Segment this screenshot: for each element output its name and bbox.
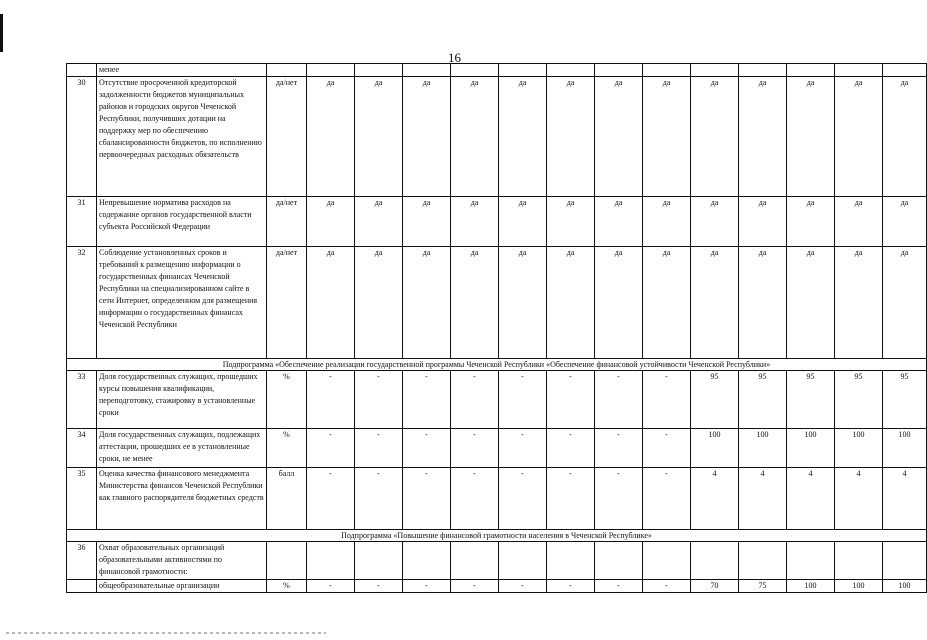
value-cell: - [451,468,499,530]
value-cell: да [403,247,451,359]
value-cell: 4 [739,468,787,530]
value-cell [835,542,883,580]
value-cell: - [595,371,643,429]
value-cell: да [787,247,835,359]
value-cell [499,64,547,77]
value-cell [451,64,499,77]
value-cell [547,542,595,580]
value-cell: - [499,371,547,429]
value-cell: да [739,197,787,247]
subprogram-row [67,530,927,542]
value-cell: да [835,197,883,247]
value-cell: - [451,371,499,429]
value-cell [547,64,595,77]
row-number [67,64,97,77]
value-cell: - [403,468,451,530]
value-cell [739,64,787,77]
row-number: 34 [67,429,97,468]
value-cell: - [643,580,691,593]
value-cell [787,64,835,77]
value-cell: да [643,77,691,197]
value-cell: 100 [787,580,835,593]
value-cell: 4 [787,468,835,530]
unit-cell: % [267,580,307,593]
value-cell: да [691,247,739,359]
table-row [67,197,927,247]
value-cell: да [307,247,355,359]
value-cell: 100 [883,580,927,593]
value-cell: да [595,77,643,197]
indicator-name: Доля государственных служащих, прошедших курсы повышения квалификации, переподготовку, стажировку в установленные сроки [97,371,267,429]
value-cell [691,542,739,580]
value-cell: - [643,468,691,530]
scan-edge-mark [0,14,3,52]
value-cell: да [499,77,547,197]
value-cell: - [547,468,595,530]
value-cell: - [355,580,403,593]
row-number: 31 [67,197,97,247]
value-cell: 95 [691,371,739,429]
indicator-name: общеобразовательные организации [97,580,267,593]
value-cell: - [403,429,451,468]
value-cell: 95 [739,371,787,429]
indicator-name: Доля государственных служащих, подлежащих аттестации, прошедших ее в установленные сроки, не менее [97,429,267,468]
value-cell: да [451,247,499,359]
value-cell: да [307,77,355,197]
value-cell [403,64,451,77]
row-number [67,580,97,593]
value-cell: 95 [835,371,883,429]
unit-cell [267,542,307,580]
value-cell: да [355,197,403,247]
value-cell [403,542,451,580]
value-cell: - [307,580,355,593]
unit-cell: да/нет [267,247,307,359]
value-cell: 100 [787,429,835,468]
value-cell: - [643,371,691,429]
value-cell: да [547,77,595,197]
value-cell: - [307,371,355,429]
value-cell: да [595,247,643,359]
value-cell: да [643,247,691,359]
value-cell [883,64,927,77]
value-cell: 75 [739,580,787,593]
table-row [67,580,927,593]
value-cell: да [883,77,927,197]
page-number: 16 [448,50,461,65]
value-cell: да [451,77,499,197]
value-cell: да [403,197,451,247]
value-cell: 100 [835,580,883,593]
value-cell: - [355,468,403,530]
value-cell: - [547,429,595,468]
indicator-name: Оценка качества финансового менеджмента Министерства финансов Чеченской Республики как главного распорядителя бюджетных средств [97,468,267,530]
value-cell [499,542,547,580]
value-cell: да [739,247,787,359]
subprogram-row [67,359,927,371]
table-row [67,247,927,359]
value-cell: да [787,77,835,197]
value-cell: 100 [739,429,787,468]
value-cell: да [691,77,739,197]
value-cell: - [595,429,643,468]
value-cell: да [307,197,355,247]
row-number: 36 [67,542,97,580]
value-cell: 100 [835,429,883,468]
value-cell [787,542,835,580]
table-row [67,371,927,429]
table-row [67,429,927,468]
value-cell: - [307,468,355,530]
indicator-name: Непревышение норматива расходов на содержание органов государственной власти субъекта Российской Федерации [97,197,267,247]
value-cell: - [451,429,499,468]
value-cell: - [499,468,547,530]
unit-cell: да/нет [267,197,307,247]
value-cell [883,542,927,580]
subprogram-title: Подпрограмма «Повышение финансовой грамотности населения в Чеченской Республике» [67,530,927,542]
scan-noise-line [6,632,326,634]
table-row [67,542,927,580]
value-cell: да [547,247,595,359]
row-number: 30 [67,77,97,197]
value-cell: - [355,429,403,468]
value-cell [595,64,643,77]
value-cell: 70 [691,580,739,593]
table-row [67,77,927,197]
value-cell [355,64,403,77]
value-cell [691,64,739,77]
table-row [67,64,927,77]
unit-cell: да/нет [267,77,307,197]
value-cell: да [355,247,403,359]
value-cell: - [499,580,547,593]
value-cell: - [355,371,403,429]
value-cell [643,64,691,77]
value-cell: да [499,247,547,359]
value-cell: да [835,247,883,359]
table-row [67,468,927,530]
value-cell: да [691,197,739,247]
value-cell: - [595,580,643,593]
value-cell [643,542,691,580]
value-cell [835,64,883,77]
value-cell: - [643,429,691,468]
value-cell: - [451,580,499,593]
unit-cell: % [267,429,307,468]
indicators-table [66,63,927,593]
unit-cell [267,64,307,77]
unit-cell: % [267,371,307,429]
indicator-name: Соблюдение установленных сроков и требований к размещению информации о государственных финансах Чеченской Республики на специализированном сайте в сети Интернет, определенном для размещения информации о государственных финансах Чеченской Республики [97,247,267,359]
value-cell: да [547,197,595,247]
value-cell: - [403,580,451,593]
indicator-name: Охват образовательных организаций образовательными активностями по финансовой грамотности: [97,542,267,580]
value-cell: да [787,197,835,247]
value-cell: 95 [883,371,927,429]
value-cell: - [547,371,595,429]
value-cell [595,542,643,580]
value-cell: да [499,197,547,247]
unit-cell: балл [267,468,307,530]
value-cell: - [307,429,355,468]
value-cell: 100 [691,429,739,468]
value-cell: да [451,197,499,247]
value-cell: да [595,197,643,247]
value-cell: - [499,429,547,468]
value-cell: да [355,77,403,197]
value-cell: да [403,77,451,197]
row-number: 33 [67,371,97,429]
value-cell: 100 [883,429,927,468]
value-cell: да [739,77,787,197]
value-cell: да [643,197,691,247]
row-number: 32 [67,247,97,359]
value-cell [307,64,355,77]
indicator-name: Отсутствие просроченной кредиторской задолженности бюджетов муниципальных районов и городских округов Чеченской Республики, получивших дотации на поддержку мер по обеспечению сбалансированности бюджетов, по исполнению первоочередных расходных обязательств [97,77,267,197]
value-cell [355,542,403,580]
row-number: 35 [67,468,97,530]
value-cell: 4 [883,468,927,530]
value-cell: 4 [835,468,883,530]
value-cell: 95 [787,371,835,429]
value-cell [451,542,499,580]
value-cell: 4 [691,468,739,530]
subprogram-title: Подпрограмма «Обеспечение реализации государственной программы Чеченской Республики «Обеспечение финансовой устойчивости Чеченской Республики» [67,359,927,371]
indicator-name: менее [97,64,267,77]
value-cell [739,542,787,580]
value-cell: - [595,468,643,530]
value-cell: да [883,197,927,247]
value-cell: - [547,580,595,593]
value-cell: да [883,247,927,359]
value-cell [307,542,355,580]
value-cell: да [835,77,883,197]
value-cell: - [403,371,451,429]
